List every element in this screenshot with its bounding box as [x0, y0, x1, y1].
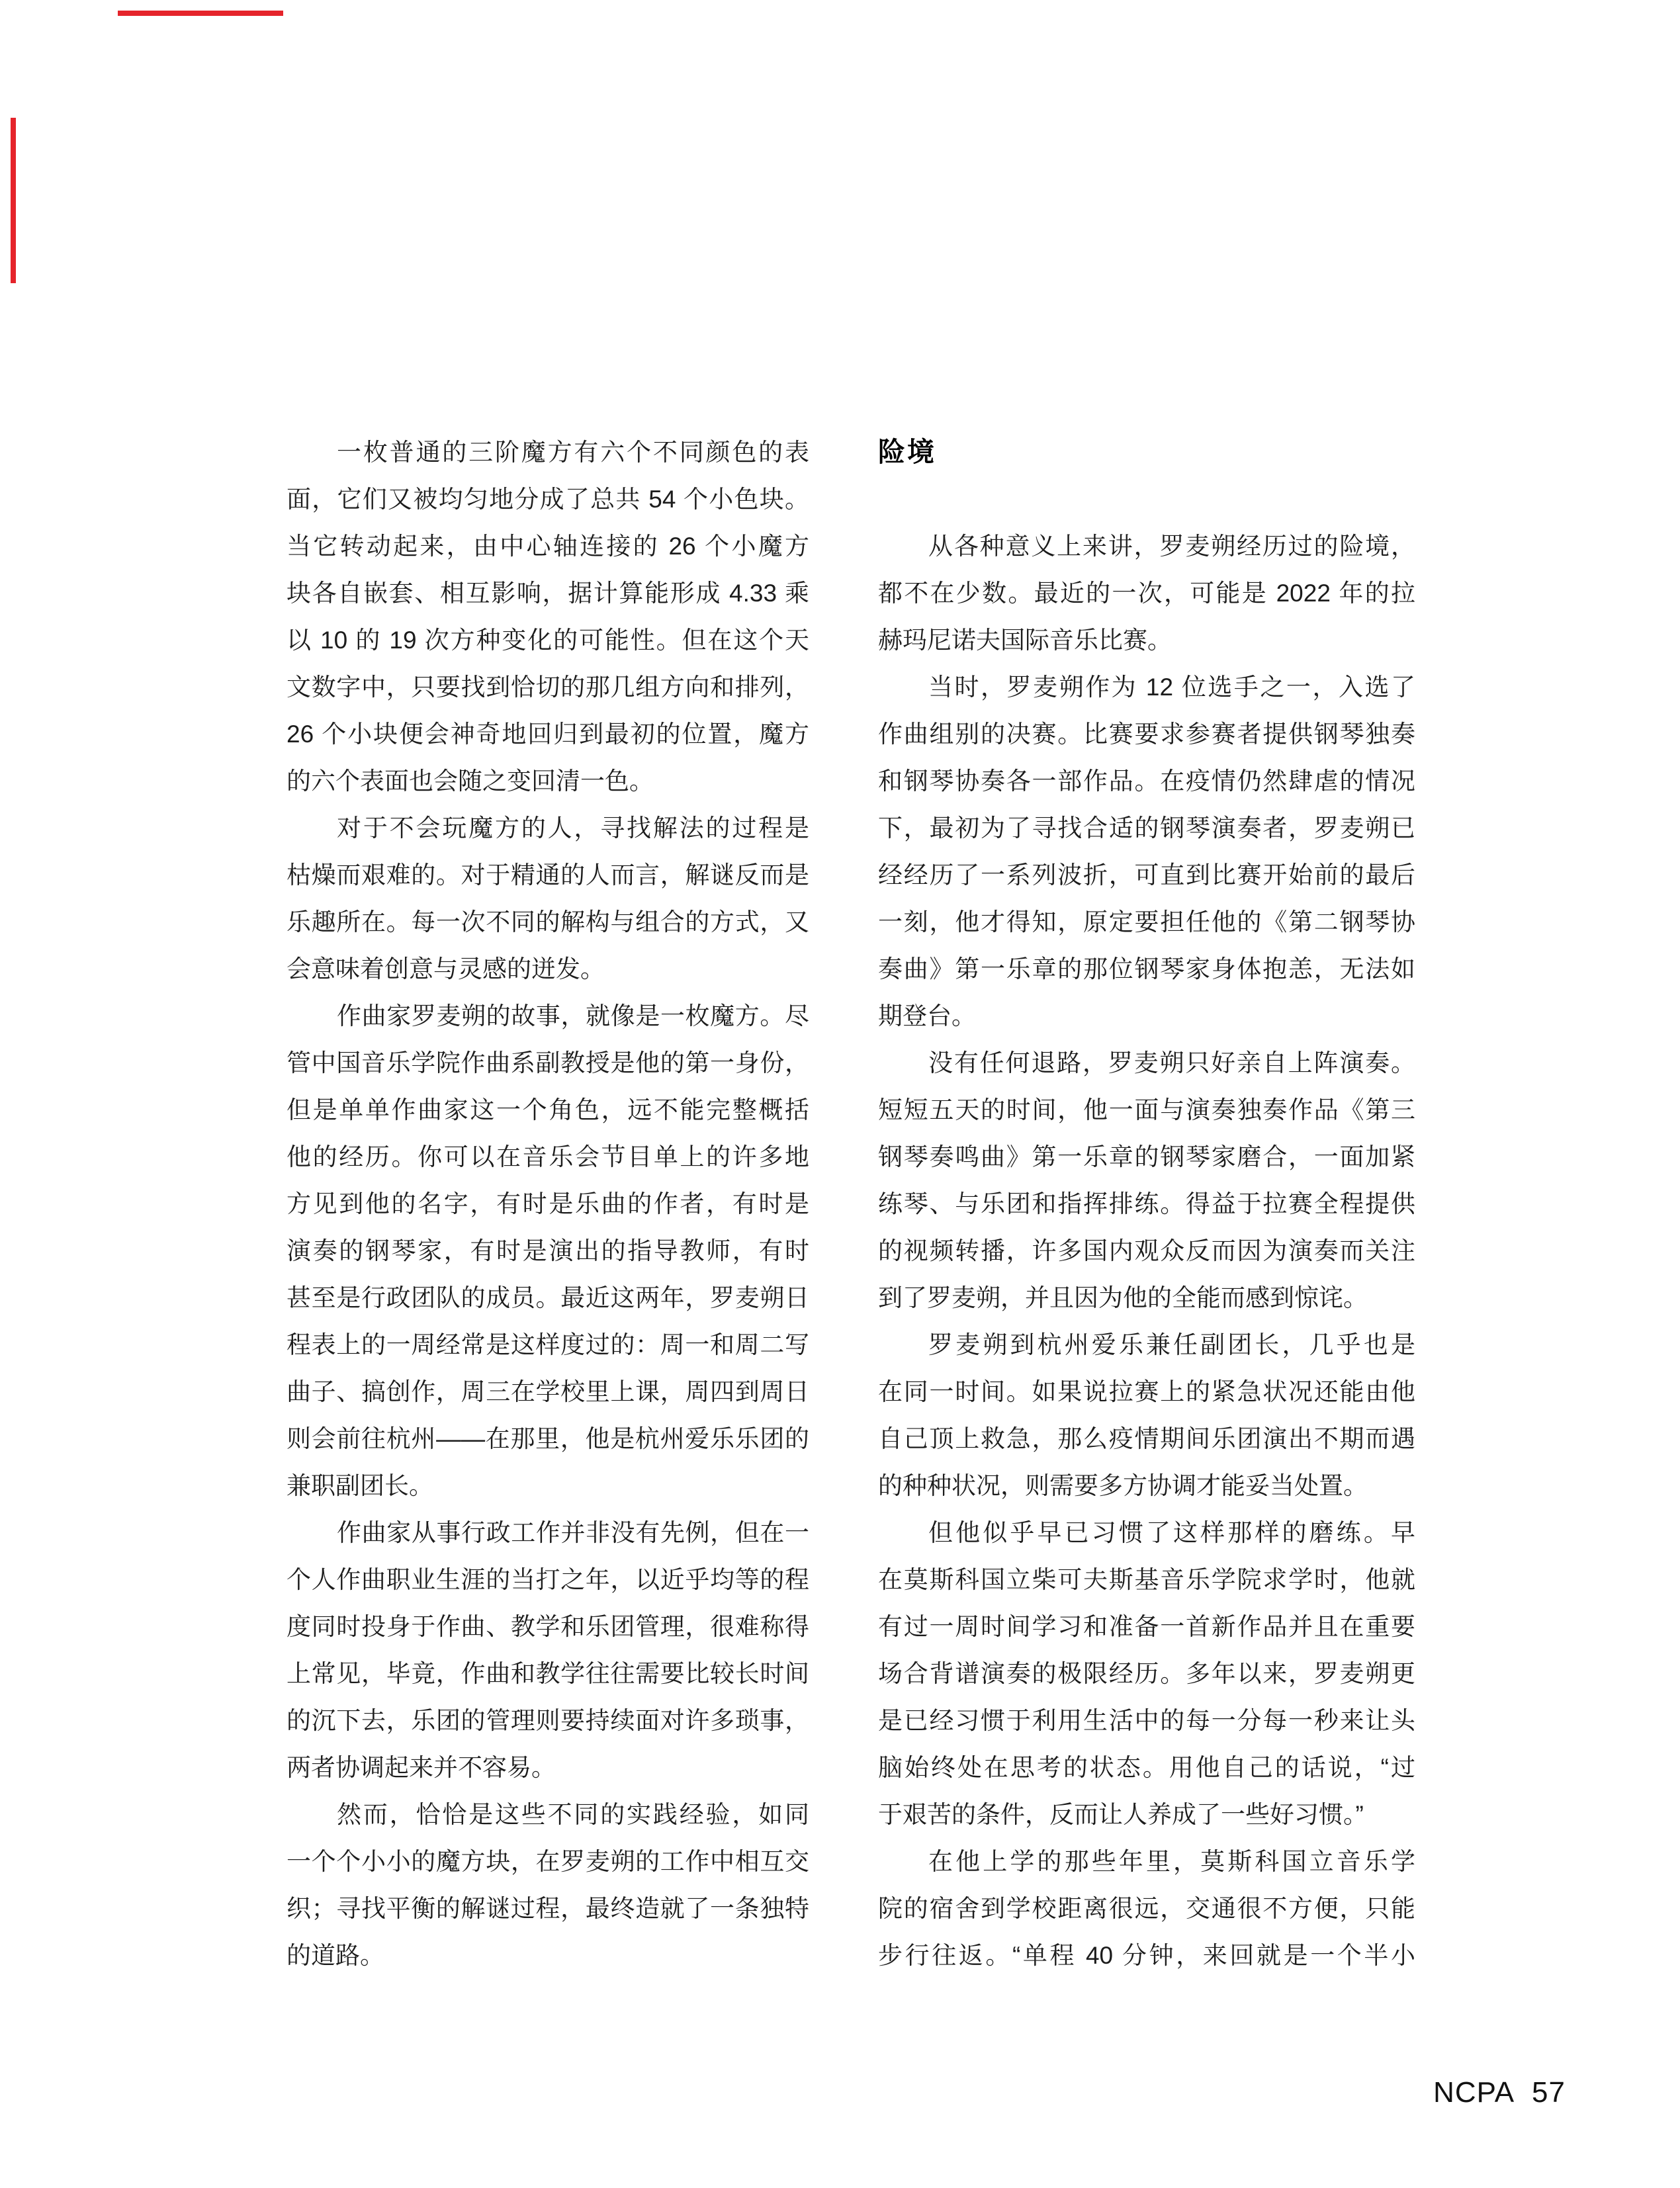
text-line: 短短五天的时间，他一面与演奏独奏作品《第三 [878, 1096, 1415, 1123]
text-line: 一枚普通的三阶魔方有六个不同颜色的表 [337, 439, 809, 466]
text-line: 然而，恰恰是这些不同的实践经验，如同 [337, 1801, 809, 1828]
right-column-text [878, 523, 1415, 1979]
text-line: 作曲家罗麦朔的故事，就像是一枚魔方。尽 [337, 1002, 809, 1029]
text-line: 作曲家从事行政工作并非没有先例，但在一 [337, 1519, 809, 1546]
text-line: 以 10 的 19 次方种变化的可能性。但在这个天 [287, 627, 809, 654]
crop-mark-vertical [11, 118, 16, 283]
text-line: 度同时投身于作曲、教学和乐团管理，很难称得 [287, 1613, 809, 1640]
text-line: 当它转动起来，由中心轴连接的 26 个小魔方 [287, 533, 809, 560]
text-line: 的视频转播，许多国内观众反而因为演奏而关注 [878, 1237, 1415, 1264]
text-line: 方见到他的名字，有时是乐曲的作者，有时是 [287, 1190, 809, 1217]
crop-mark-horizontal [118, 11, 283, 16]
text-line: 他的经历。你可以在音乐会节目单上的许多地 [287, 1143, 809, 1170]
text-line: 甚至是行政团队的成员。最近这两年，罗麦朔日 [287, 1284, 809, 1311]
text-line: 到了罗麦朔，并且因为他的全能而感到惊诧。 [878, 1284, 1368, 1311]
text-line: 有过一周时间学习和准备一首新作品并且在重要 [878, 1613, 1415, 1640]
text-line: 26 个小块便会神奇地回归到最初的位置，魔方 [287, 721, 809, 748]
text-line: 经经历了一系列波折，可直到比赛开始前的最后 [878, 861, 1415, 889]
text-line: 练琴、与乐团和指挥排练。得益于拉赛全程提供 [878, 1190, 1415, 1217]
text-line: 期登台。 [878, 1002, 976, 1029]
page-footer [1433, 2076, 1566, 2109]
text-line: 下，最初为了寻找合适的钢琴演奏者，罗麦朔已 [878, 814, 1415, 842]
text-line: 但是单单作曲家这一个角色，远不能完整概括 [287, 1096, 809, 1123]
text-line: 从各种意义上来讲，罗麦朔经历过的险境， [928, 533, 1415, 560]
text-line: 对于不会玩魔方的人，寻找解法的过程是 [337, 814, 809, 842]
text-line: 织；寻找平衡的解谜过程，最终造就了一条独特 [287, 1895, 809, 1922]
text-line: 没有任何退路，罗麦朔只好亲自上阵演奏。 [928, 1049, 1415, 1076]
text-line: 是已经习惯于利用生活中的每一分每一秒来让头 [878, 1707, 1415, 1734]
text-line: 管中国音乐学院作曲系副教授是他的第一身份， [287, 1049, 809, 1076]
footer-brand: NCPA [1433, 2076, 1515, 2109]
text-line: 的六个表面也会随之变回清一色。 [287, 767, 654, 795]
text-line: 脑始终处在思考的状态。用他自己的话说，“过 [878, 1754, 1415, 1781]
text-line: 于艰苦的条件，反而让人养成了一些好习惯。” [878, 1801, 1364, 1828]
text-line: 兼职副团长。 [287, 1472, 433, 1499]
text-line: 都不在少数。最近的一次，可能是 2022 年的拉 [878, 580, 1415, 607]
text-line: 但他似乎早已习惯了这样那样的磨练。早 [928, 1519, 1415, 1546]
right-column [878, 429, 1415, 1979]
text-line: 一刻，他才得知，原定要担任他的《第二钢琴协 [878, 908, 1415, 936]
text-line: 在同一时间。如果说拉赛上的紧急状况还能由他 [878, 1378, 1415, 1405]
text-line: 奏曲》第一乐章的那位钢琴家身体抱恙，无法如 [878, 955, 1415, 983]
text-line: 院的宿舍到学校距离很远，交通很不方便，只能 [878, 1895, 1415, 1922]
text-line: 枯燥而艰难的。对于精通的人而言，解谜反而是 [287, 861, 809, 889]
text-line: 块各自嵌套、相互影响，据计算能形成 4.33 乘 [287, 580, 809, 607]
text-line: 和钢琴协奏各一部作品。在疫情仍然肆虐的情况 [878, 767, 1415, 795]
text-line: 演奏的钢琴家，有时是演出的指导教师，有时 [287, 1237, 809, 1264]
text-line: 曲子、搞创作，周三在学校里上课，周四到周日 [287, 1378, 809, 1405]
text-line: 两者协调起来并不容易。 [287, 1754, 556, 1781]
text-line: 当时，罗麦朔作为 12 位选手之一，入选了 [928, 674, 1415, 701]
text-line: 在莫斯科国立柴可夫斯基音乐学院求学时，他就 [878, 1566, 1415, 1593]
footer-page-number: 57 [1532, 2076, 1566, 2109]
text-line: 赫玛尼诺夫国际音乐比赛。 [878, 627, 1172, 654]
left-column [287, 429, 809, 1979]
text-line: 文数字中，只要找到恰切的那几组方向和排列， [287, 674, 809, 701]
text-line: 步行往返。“单程 40 分钟，来回就是一个半小 [878, 1942, 1415, 1969]
text-line: 自己顶上救急，那么疫情期间乐团演出不期而遇 [878, 1425, 1415, 1452]
text-line: 的道路。 [287, 1942, 384, 1969]
text-line: 面，它们又被均匀地分成了总共 54 个小色块。 [287, 486, 809, 513]
text-line: 一个个小小的魔方块，在罗麦朔的工作中相互交 [287, 1848, 809, 1875]
text-line: 作曲组别的决赛。比赛要求参赛者提供钢琴独奏 [878, 721, 1415, 748]
text-line: 场合背谱演奏的极限经历。多年以来，罗麦朔更 [878, 1660, 1415, 1687]
text-line: 罗麦朔到杭州爱乐兼任副团长，几乎也是 [928, 1331, 1415, 1358]
section-heading: 险境 [878, 437, 936, 467]
text-line: 程表上的一周经常是这样度过的：周一和周二写 [287, 1331, 809, 1358]
text-line: 的沉下去，乐团的管理则要持续面对许多琐事， [287, 1707, 809, 1734]
text-line: 乐趣所在。每一次不同的解构与组合的方式，又 [287, 908, 809, 936]
text-line: 钢琴奏鸣曲》第一乐章的钢琴家磨合，一面加紧 [878, 1143, 1415, 1170]
text-line: 会意味着创意与灵感的迸发。 [287, 955, 605, 983]
text-line: 个人作曲职业生涯的当打之年，以近乎均等的程 [287, 1566, 809, 1593]
text-line: 则会前往杭州——在那里，他是杭州爱乐乐团的 [287, 1425, 809, 1452]
text-line: 上常见，毕竟，作曲和教学往往需要比较长时间 [287, 1660, 809, 1687]
text-line: 在他上学的那些年里，莫斯科国立音乐学 [928, 1848, 1415, 1875]
text-line: 的种种状况，则需要多方协调才能妥当处置。 [878, 1472, 1368, 1499]
